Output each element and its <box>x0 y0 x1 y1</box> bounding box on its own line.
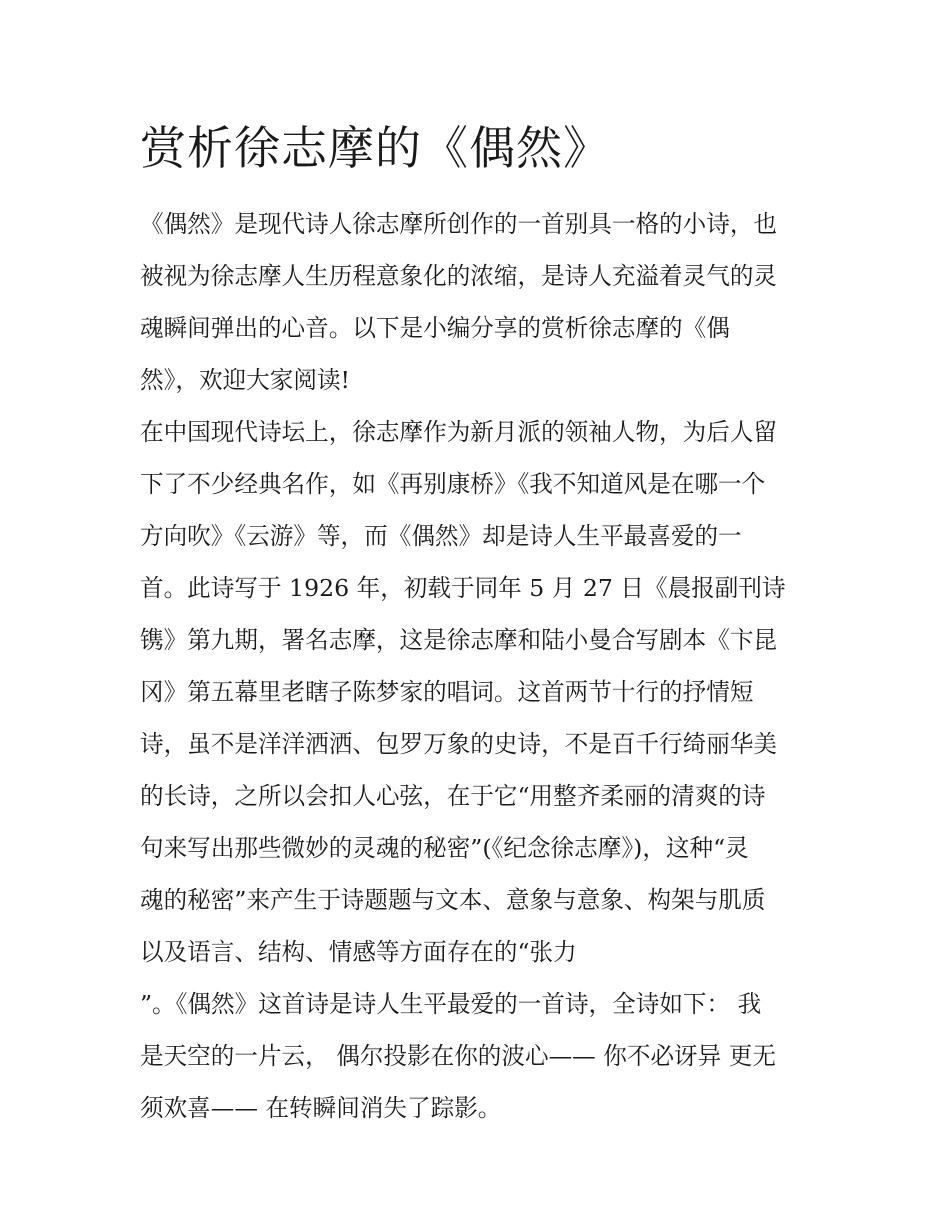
intro-paragraph <box>140 198 812 406</box>
text-line: 诗，虽不是洋洋洒洒、包罗万象的史诗，不是百千行绮丽华美 <box>140 730 778 758</box>
text-line: 句来写出那些微妙的灵魂的秘密”(《纪念徐志摩》)，这种“灵 <box>140 834 749 862</box>
text-line: 方向吹》《云游》等，而《偶然》却是诗人生平最喜爱的一 <box>140 522 742 550</box>
body-paragraph <box>140 406 812 1134</box>
text-line: 然》，欢迎大家阅读! <box>140 366 351 394</box>
text-line: ”。《偶然》这首诗是诗人生平最爱的一首诗，全诗如下： 我 <box>140 990 762 1018</box>
text-line: 在中国现代诗坛上，徐志摩作为新月派的领袖人物，为后人留 <box>140 418 778 446</box>
page-title: 赏析徐志摩的《偶然》 <box>140 121 610 175</box>
text-line: 下了不少经典名作，如《再别康桥》《我不知道风是在哪一个 <box>140 470 766 498</box>
document-page <box>140 112 812 1134</box>
text-line: 的长诗，之所以会扣人心弦，在于它“用整齐柔丽的清爽的诗 <box>140 782 766 810</box>
text-line: 冈》第五幕里老瞎子陈梦家的唱词。这首两节十行的抒情短 <box>140 678 754 706</box>
text-line: 须欢喜—— 在转瞬间消失了踪影。 <box>140 1094 502 1122</box>
text-line: 魂瞬间弹出的心音。以下是小编分享的赏析徐志摩的《偶 <box>140 314 730 342</box>
text-line: 《偶然》是现代诗人徐志摩所创作的一首别具一格的小诗，也 <box>140 210 778 238</box>
text-line: 被视为徐志摩人生历程意象化的浓缩，是诗人充溢着灵气的灵 <box>140 262 778 290</box>
text-line: 魂的秘密”来产生于诗题题与文本、意象与意象、构架与肌质 <box>140 886 766 914</box>
text-line: 首。此诗写于 1926 年，初载于同年 5 月 27 日《晨报副刊诗 <box>140 574 786 602</box>
text-line: 镌》第九期，署名志摩，这是徐志摩和陆小曼合写剧本《卞昆 <box>140 626 778 654</box>
text-line: 以及语言、结构、情感等方面存在的“张力 <box>140 938 577 966</box>
text-line: 是天空的一片云， 偶尔投影在你的波心—— 你不必讶异 更无 <box>140 1042 776 1070</box>
